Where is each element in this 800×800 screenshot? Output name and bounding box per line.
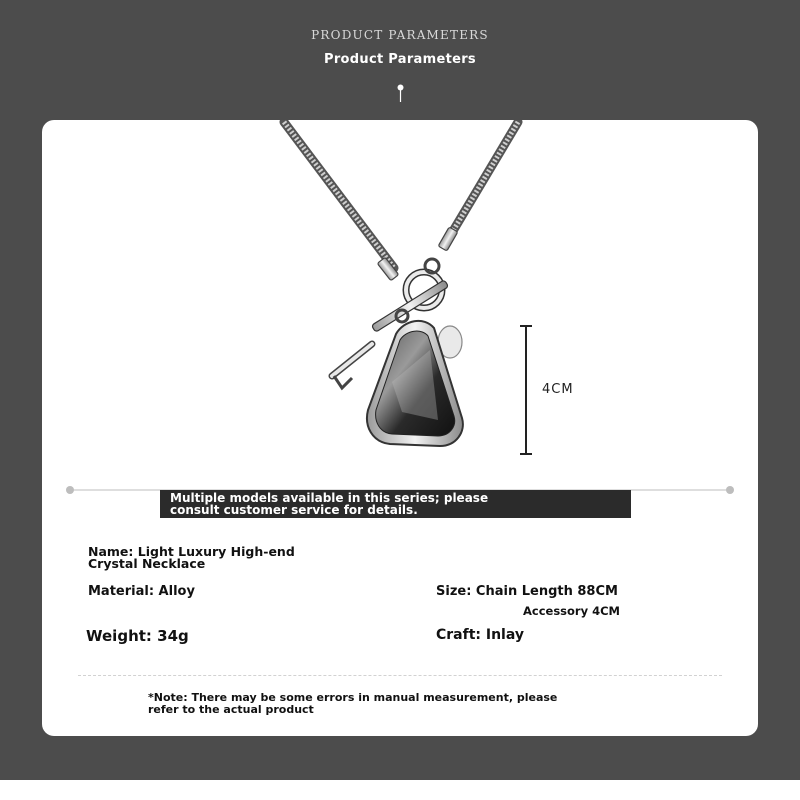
charm-tool xyxy=(332,344,372,388)
measurement-note xyxy=(148,692,708,715)
spec-accessory: Accessory 4CM xyxy=(523,604,620,618)
spec-name xyxy=(88,546,378,570)
chain-left xyxy=(284,122,394,268)
note-line-1: *Note: There may be some errors in manual measurement, please xyxy=(148,691,558,704)
spec-weight: Weight: 34g xyxy=(86,627,189,645)
dimension-bar xyxy=(520,326,532,454)
spec-craft: Craft: Inlay xyxy=(436,627,524,643)
spec-name-line-1: Name: Light Luxury High-end xyxy=(88,544,295,559)
dotted-divider xyxy=(78,675,722,676)
pin-marker-icon xyxy=(397,84,404,102)
bottom-margin xyxy=(0,780,800,800)
product-card xyxy=(42,120,758,736)
notice-line-2: consult customer service for details. xyxy=(170,503,418,517)
chain-right xyxy=(450,122,518,236)
series-notice xyxy=(160,490,631,518)
dimension-label: 4CM xyxy=(542,382,574,397)
section-title: Product Parameters xyxy=(324,52,476,67)
section-subtitle: PRODUCT PARAMETERS xyxy=(311,28,489,42)
notice-line-1: Multiple models available in this series; please xyxy=(170,491,489,505)
spec-name-line-2: Crystal Necklace xyxy=(88,556,206,571)
spec-material: Material: Alloy xyxy=(88,584,195,599)
crystal-necklace-image xyxy=(42,120,758,490)
note-line-2: refer to the actual product xyxy=(148,702,314,716)
spec-size: Size: Chain Length 88CM xyxy=(436,584,618,599)
